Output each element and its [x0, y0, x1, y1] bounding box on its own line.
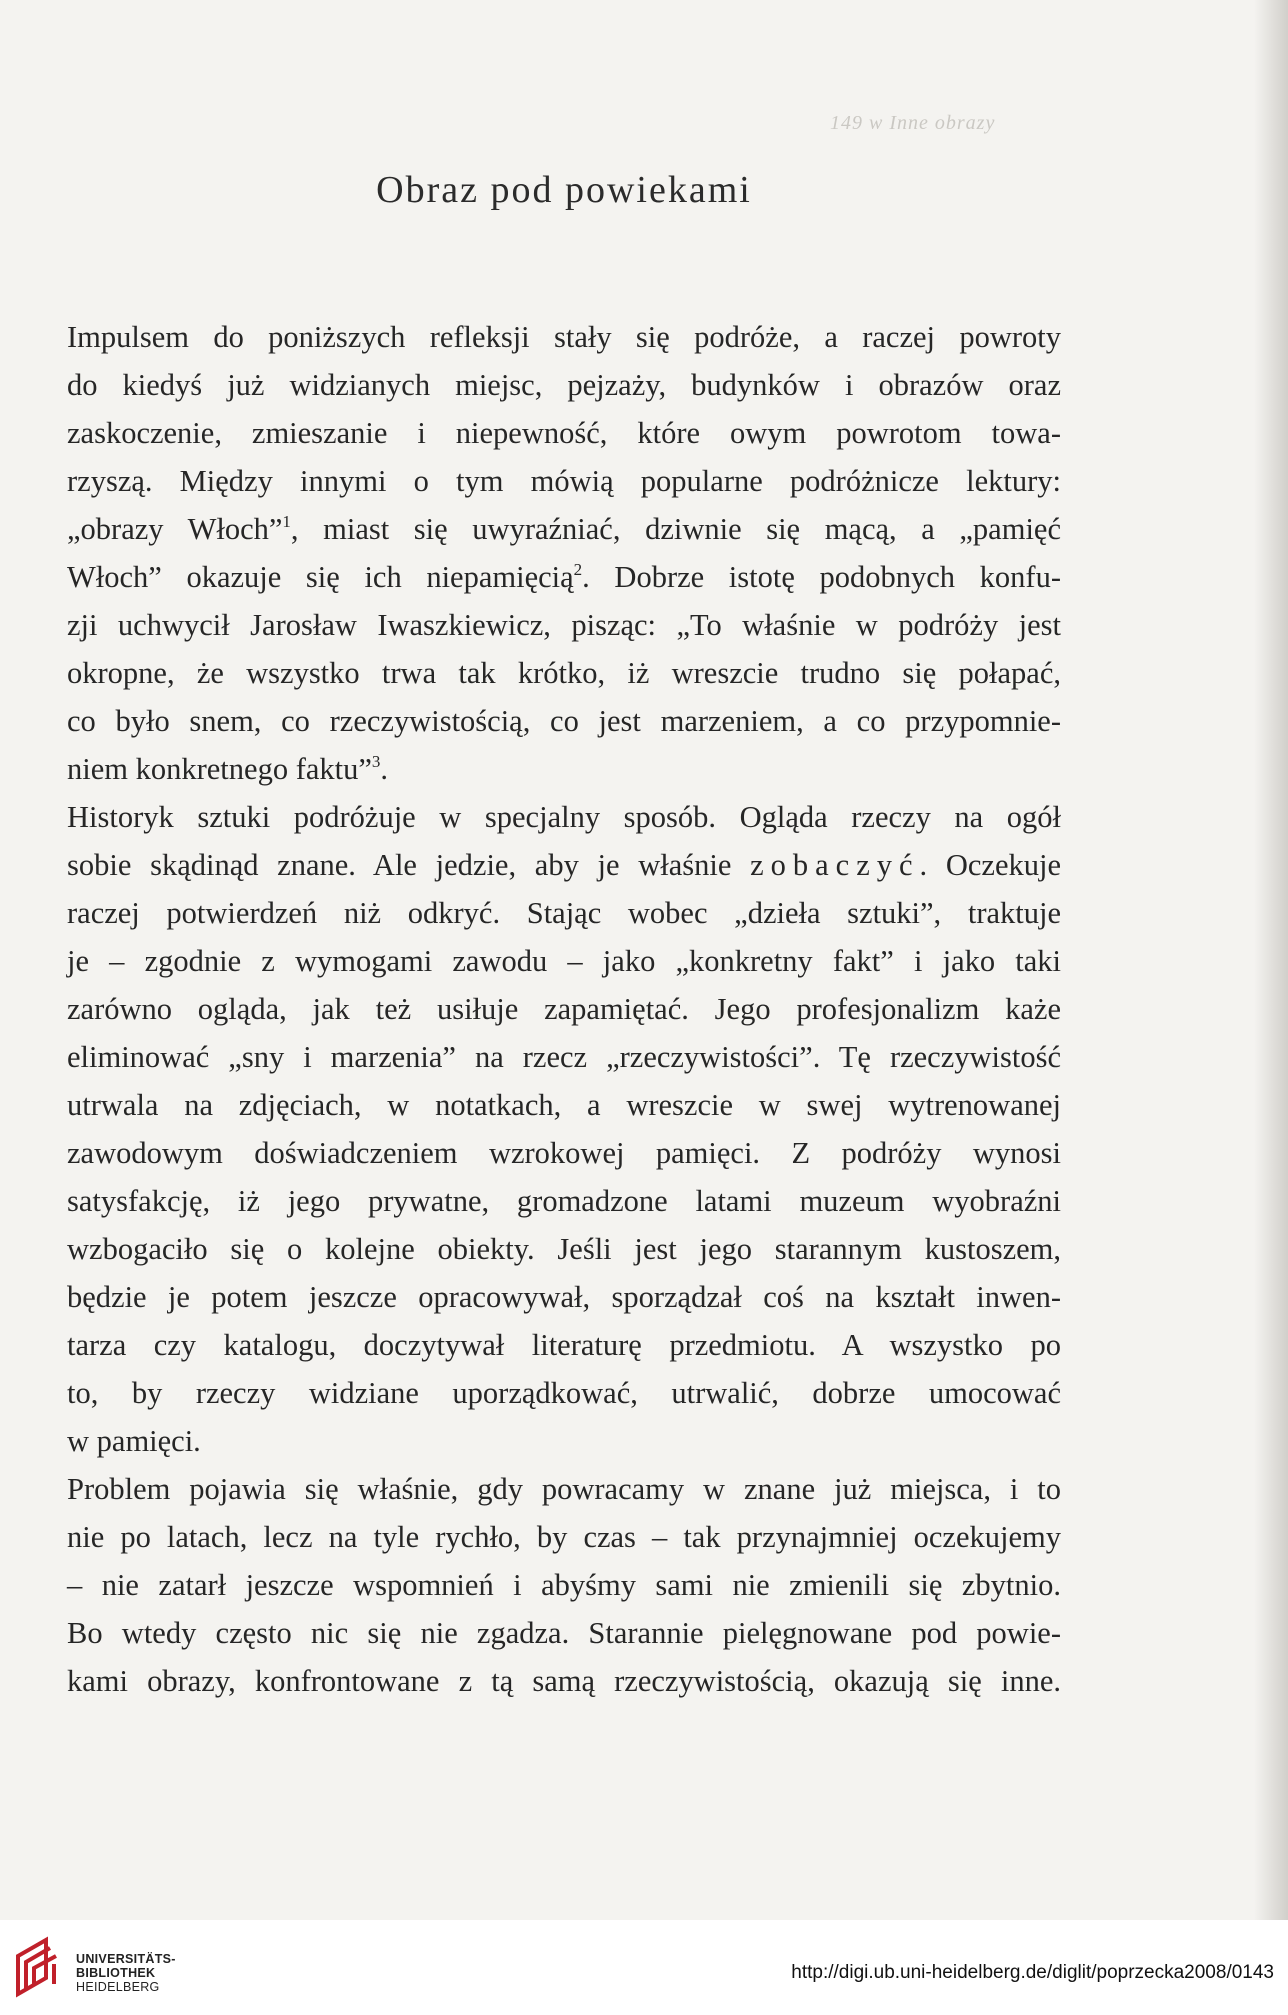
line-text: tarza czy katalogu, doczytywał literaturę przedmiotu. A wszystko po: [67, 1328, 1061, 1362]
line-text: do kiedyś już widzianych miejsc, pejzaży, budynków i obrazów oraz: [67, 368, 1061, 402]
line-text: nie po latach, lecz na tyle rychło, by czas – tak przynajmniej oczekujemy: [67, 1520, 1061, 1554]
text-line: [67, 889, 1061, 937]
line-text: zji uchwycił Jarosław Iwaszkiewicz, pisząc: „To właśnie w podróży jest: [67, 608, 1061, 642]
text-line: [67, 1417, 1061, 1465]
line-text: zawodowym doświadczeniem wzrokowej pamięci. Z podróży wynosi: [67, 1136, 1061, 1170]
line-text: będzie je potem jeszcze opracowywał, sporządzał coś na kształt inwen-: [67, 1280, 1061, 1314]
text-line: [67, 553, 1061, 601]
line-text: „obrazy Włoch”: [67, 512, 283, 546]
text-line: [67, 313, 1061, 361]
text-line: [67, 985, 1061, 1033]
text-line: [67, 1033, 1061, 1081]
text-line: [67, 1129, 1061, 1177]
line-text: satysfakcję, iż jego prywatne, gromadzone latami muzeum wyobraźni: [67, 1184, 1061, 1218]
text-line: [67, 1273, 1061, 1321]
chapter-title: Obraz pod powiekami: [376, 169, 752, 211]
footnote-ref: 2: [573, 560, 583, 579]
running-head-bleedthrough: 149 w Inne obrazy: [830, 112, 996, 134]
line-text: kami obrazy, konfrontowane z tą samą rzeczywistością, okazują się inne.: [67, 1664, 1061, 1698]
text-line: [67, 1513, 1061, 1561]
text-line: [67, 841, 1061, 889]
line-text: okropne, że wszystko trwa tak krótko, iż wreszcie trudno się połapać,: [67, 656, 1061, 690]
logo-line-2: BIBLIOTHEK: [76, 1966, 156, 1980]
line-text: , miast się uwyraźniać, dziwnie się mącą, a „pamięć: [290, 512, 1061, 546]
line-text: wzbogaciło się o kolejne obiekty. Jeśli jest jego starannym kustoszem,: [67, 1232, 1061, 1266]
text-line: [67, 1177, 1061, 1225]
text-line: [67, 1369, 1061, 1417]
text-line: [67, 1465, 1061, 1513]
page-edge-shadow: [1254, 0, 1288, 1920]
text-line: [67, 457, 1061, 505]
text-line: [67, 1321, 1061, 1369]
text-line: [67, 601, 1061, 649]
logo-line-1: UNIVERSITÄTS-: [76, 1952, 176, 1966]
line-text: niem konkretnego faktu”: [67, 752, 372, 786]
logo-line-3: HEIDELBERG: [76, 1980, 160, 1994]
text-line: [67, 409, 1061, 457]
line-text: je – zgodnie z wymogami zawodu – jako „konkretny fakt” i jako taki: [67, 944, 1061, 978]
emphasis-spaced: zobaczyć: [750, 848, 920, 882]
text-line: [67, 697, 1061, 745]
line-text: sobie skądinąd znane. Ale jedzie, aby je właśnie: [67, 848, 751, 882]
text-line: [67, 937, 1061, 985]
line-text: raczej potwierdzeń niż odkryć. Stając wobec „dzieła sztuki”, traktuje: [67, 896, 1061, 930]
text-line: [67, 1081, 1061, 1129]
text-line: [67, 649, 1061, 697]
library-logo-text: [76, 1952, 176, 1994]
line-text: eliminować „sny i marzenia” na rzecz „rzeczywistości”. Tę rzeczywistość: [67, 1040, 1061, 1074]
line-text: zarówno ogląda, jak też usiłuje zapamiętać. Jego profesjonalizm każe: [67, 992, 1061, 1026]
line-text: .: [380, 752, 389, 786]
text-line: [67, 745, 1061, 793]
line-text: co było snem, co rzeczywistością, co jest marzeniem, a co przypomnie-: [67, 704, 1061, 738]
line-text: utrwala na zdjęciach, w notatkach, a wreszcie w swej wytrenowanej: [67, 1088, 1061, 1122]
line-text: Historyk sztuki podróżuje w specjalny sposób. Ogląda rzeczy na ogół: [67, 800, 1061, 834]
text-line: [67, 793, 1061, 841]
text-line: [67, 505, 1061, 553]
line-text: . Dobrze istotę podobnych konfu-: [582, 560, 1061, 594]
footnote-ref: 3: [371, 752, 381, 771]
line-text: w pamięci.: [67, 1424, 201, 1458]
library-logo-icon: [10, 1934, 66, 2002]
line-text: . Oczekuje: [919, 848, 1061, 882]
line-text: zaskoczenie, zmieszanie i niepewność, które owym powrotom towa-: [67, 416, 1061, 450]
line-text: Bo wtedy często nic się nie zgadza. Starannie pielęgnowane pod powie-: [67, 1616, 1061, 1650]
text-line: [67, 361, 1061, 409]
line-text: Problem pojawia się właśnie, gdy powracamy w znane już miejsca, i to: [67, 1472, 1061, 1506]
source-url-link[interactable]: http://digi.ub.uni-heidelberg.de/diglit/poprzecka2008/0143: [791, 1962, 1274, 1983]
line-text: Impulsem do poniższych refleksji stały się podróże, a raczej powroty: [67, 320, 1061, 354]
line-text: – nie zatarł jeszcze wspomnień i abyśmy sami nie zmienili się zbytnio.: [67, 1568, 1061, 1602]
footer-bar: [0, 1920, 1288, 2015]
footnote-ref: 1: [282, 512, 291, 531]
line-text: Włoch” okazuje się ich niepamięcią: [67, 560, 574, 594]
text-line: [67, 1561, 1061, 1609]
body-text: [67, 313, 1061, 1705]
text-line: [67, 1225, 1061, 1273]
text-line: [67, 1609, 1061, 1657]
text-line: [67, 1657, 1061, 1705]
line-text: to, by rzeczy widziane uporządkować, utrwalić, dobrze umocować: [67, 1376, 1061, 1410]
line-text: rzyszą. Między innymi o tym mówią popularne podróżnicze lektury:: [67, 464, 1061, 498]
